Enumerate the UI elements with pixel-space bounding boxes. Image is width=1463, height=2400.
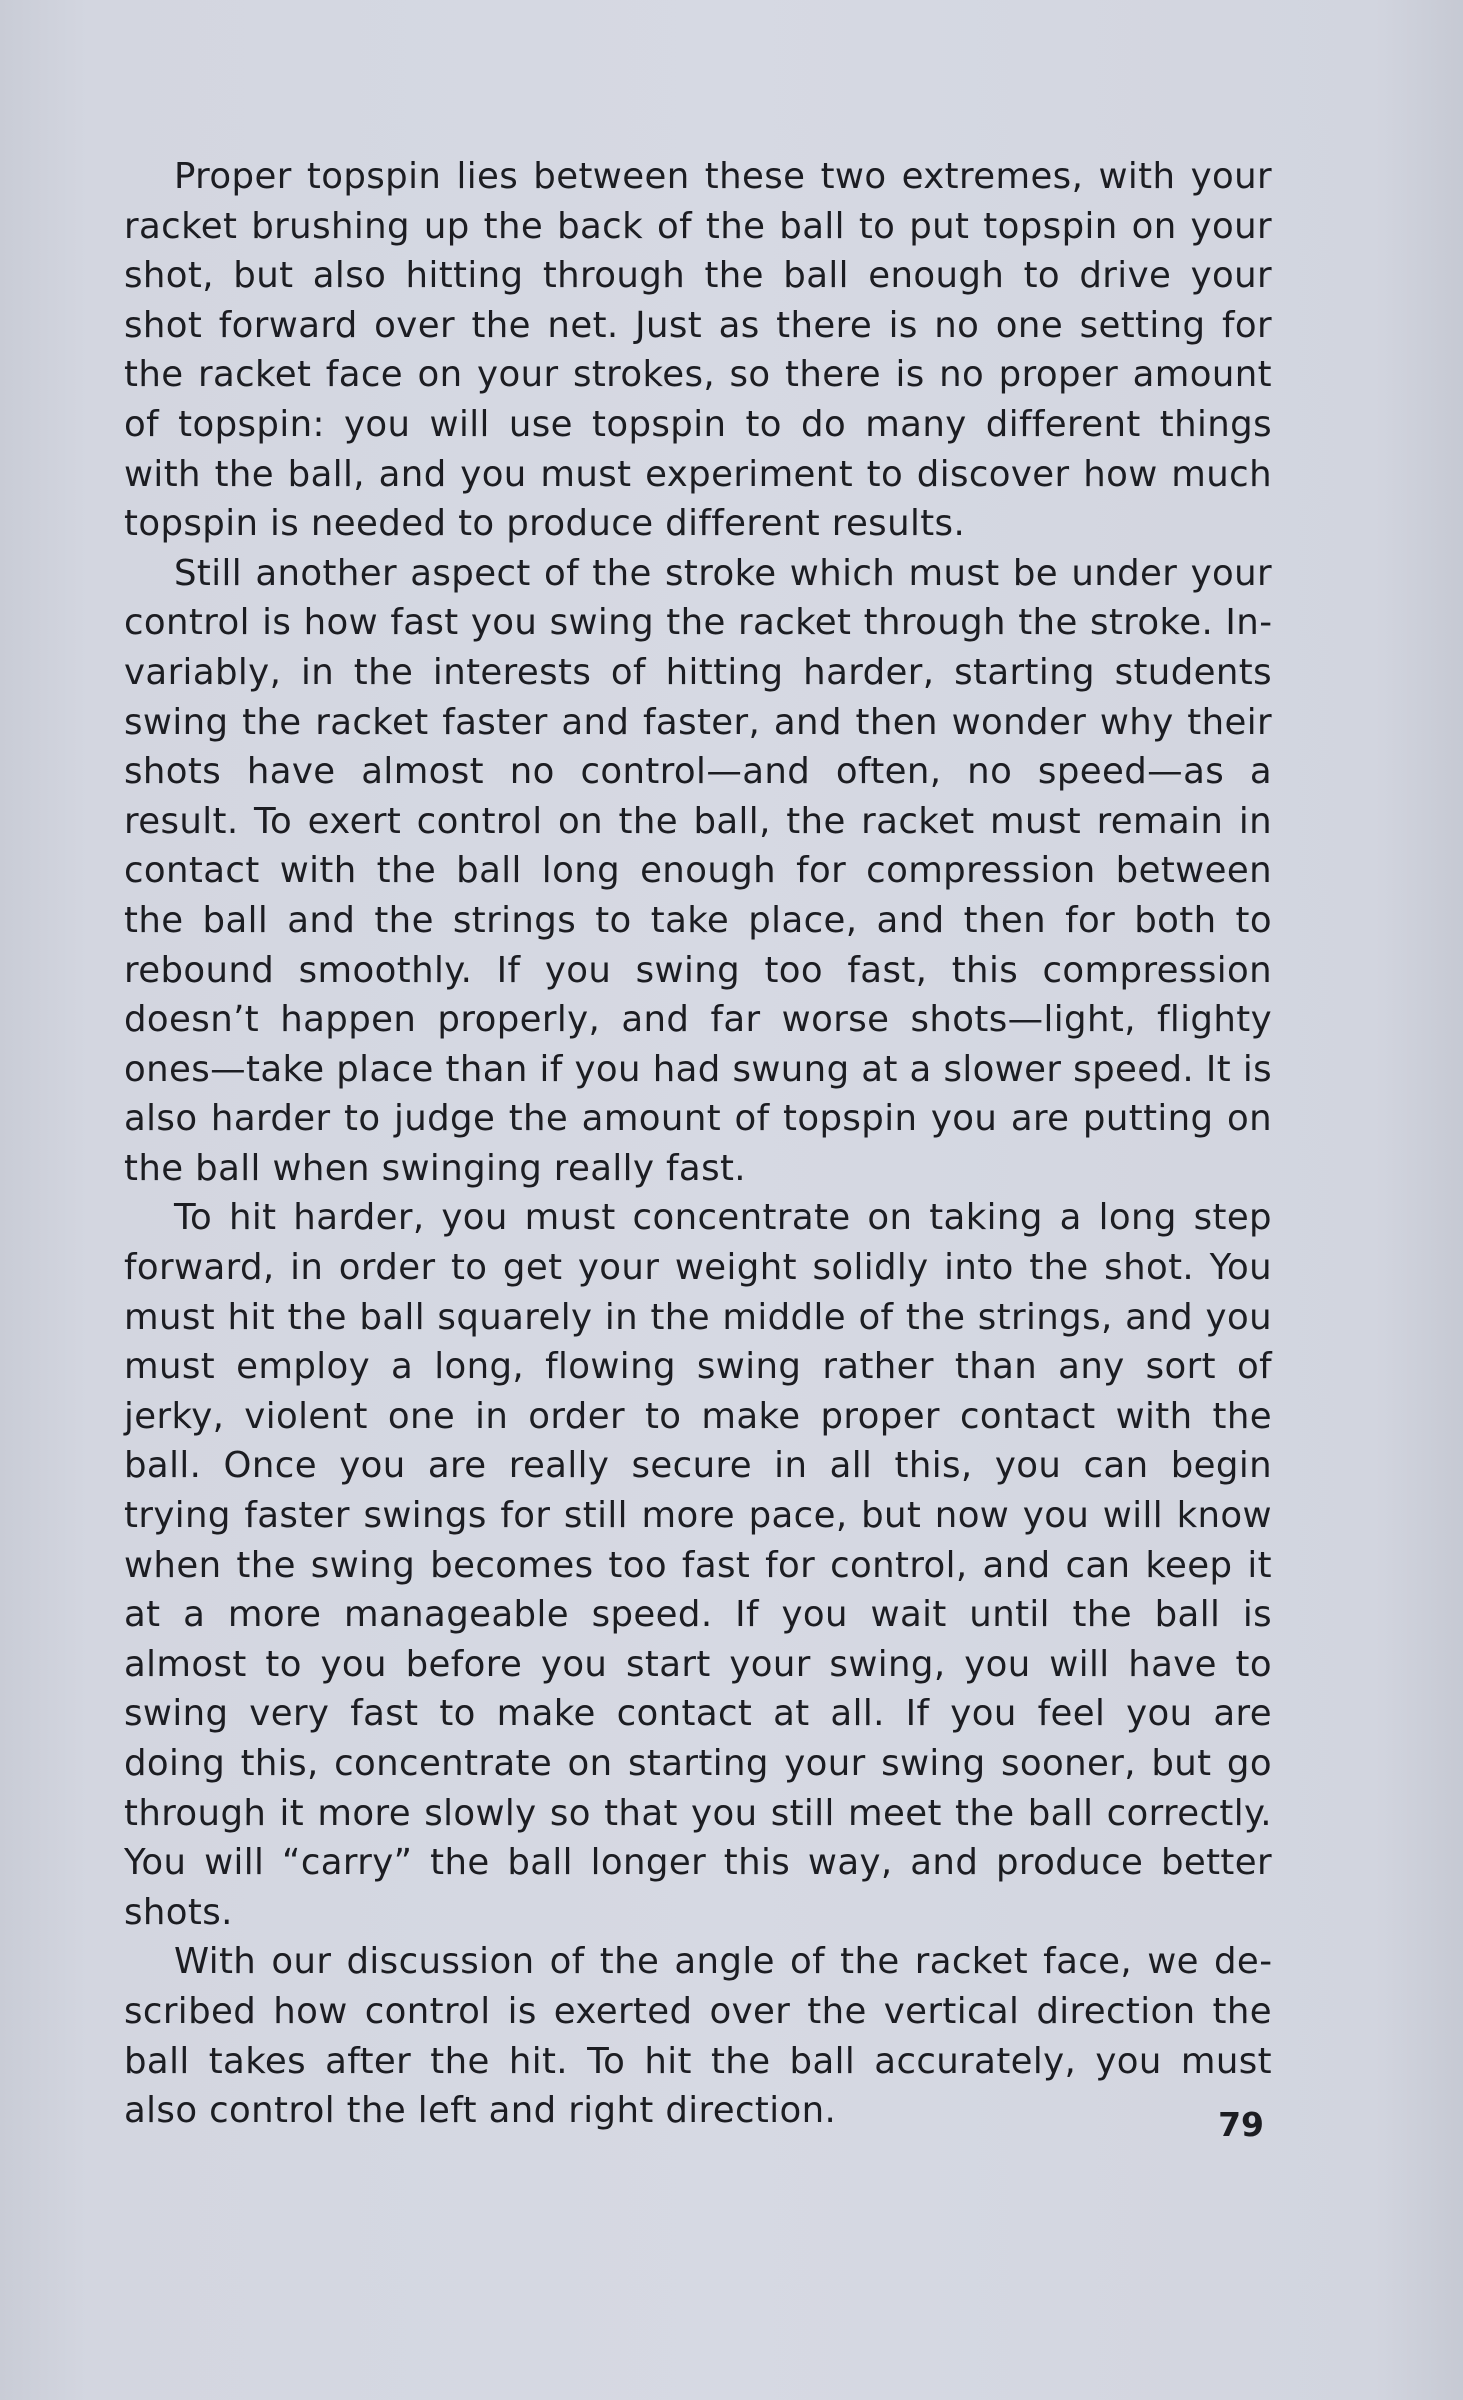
- body-text: [124, 152, 1272, 2136]
- paragraph-topspin: Proper topspin lies between these two extremes, with your racket brushing up the back of the ball to put topspin on your shot, but also hitting through the ball enough to drive your shot forward over the net. Just as there is no one setting for the racket face on your strokes, so there is no proper amount of topspin: you will use topspin to do many different things with the ball, and you must experiment to discover how much topspin is needed to produce different results.: [124, 156, 1272, 545]
- page-number: 79: [1218, 2105, 1264, 2144]
- paragraph-direction: With our discussion of the angle of the racket face, we described how control is exerted over the vertical direction the ball takes after the hit. To hit the ball accurately, you must also control the left and right direction.: [124, 1941, 1272, 2132]
- paragraph-swing-speed: Still another aspect of the stroke which must be under your control is how fast you swing the racket through the stroke. Invariably, in the interests of hitting harder, starting students swing the racket faster and faster, and then wonder why their shots have almost no control—and often, no speed—as a result. To exert control on the ball, the racket must remain in contact with the ball long enough for compression between the ball and the strings to take place, and then for both to rebound smoothly. If you swing too fast, this compression doesn’t happen properly, and far worse shots—light, flighty ones—take place than if you had swung at a slower speed. It is also harder to judge the amount of topspin you are putting on the ball when swinging really fast.: [124, 552, 1272, 1189]
- paragraph-hit-harder: To hit harder, you must concentrate on taking a long step forward, in order to get your weight solidly into the shot. You must hit the ball squarely in the middle of the strings, and you must employ a long, flowing swing rather than any sort of jerky, violent one in order to make proper contact with the ball. Once you are really secure in all this, you can begin trying faster swings for still more pace, but now you will know when the swing becomes too fast for control, and can keep it at a more manageable speed. If you wait until the ball is almost to you before you start your swing, you will have to swing very fast to make contact at all. If you feel you are doing this, concentrate on starting your swing sooner, but go through it more slowly so that you still meet the ball correctly. You will “carry” the ball longer this way, and produce better shots.: [124, 1197, 1272, 1933]
